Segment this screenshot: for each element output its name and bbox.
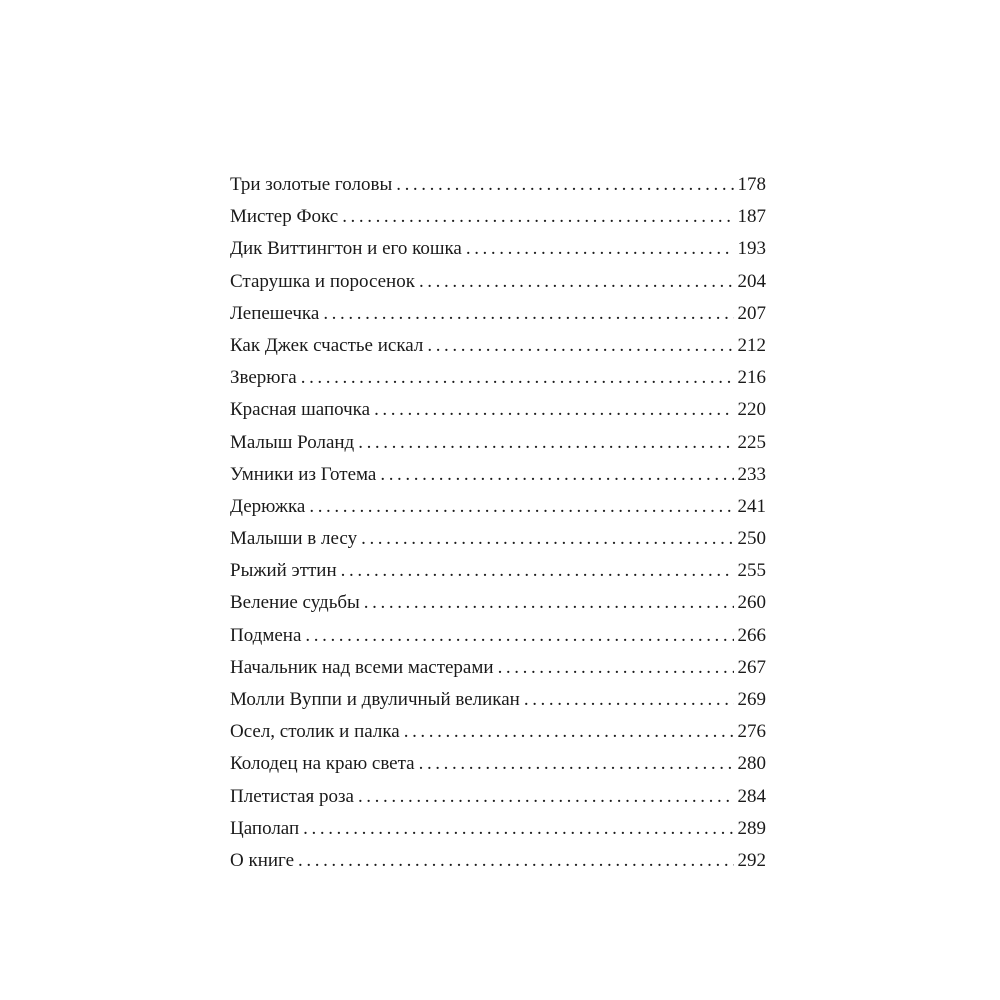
toc-entry[interactable] <box>230 169 766 201</box>
toc-entry-title: Плетистая роза <box>230 785 354 807</box>
toc-entry[interactable] <box>230 716 766 748</box>
dot-leader <box>498 652 734 684</box>
toc-entry-title: Цаполап <box>230 817 300 839</box>
table-of-contents <box>230 169 766 877</box>
toc-entry-page: 193 <box>737 238 766 260</box>
toc-entry[interactable] <box>230 813 766 845</box>
toc-entry-page: 187 <box>737 206 766 228</box>
toc-entry[interactable] <box>230 266 766 298</box>
toc-entry-page: 260 <box>737 592 766 614</box>
toc-entry-page: 266 <box>737 624 766 646</box>
toc-entry[interactable] <box>230 427 766 459</box>
toc-entry[interactable] <box>230 748 766 780</box>
dot-leader <box>301 362 734 394</box>
toc-entry-page: 212 <box>737 334 766 356</box>
toc-entry-page: 267 <box>737 656 766 678</box>
dot-leader <box>341 555 734 587</box>
toc-entry-page: 216 <box>737 367 766 389</box>
toc-entry-title: Подмена <box>230 624 302 646</box>
toc-entry-title: Малыш Роланд <box>230 431 355 453</box>
dot-leader <box>305 620 733 652</box>
toc-entry[interactable] <box>230 298 766 330</box>
dot-leader <box>427 330 733 362</box>
dot-leader <box>419 748 734 780</box>
toc-entry[interactable] <box>230 555 766 587</box>
toc-entry-title: Веление судьбы <box>230 592 360 614</box>
toc-entry[interactable] <box>230 201 766 233</box>
toc-entry-title: Старушка и поросенок <box>230 270 415 292</box>
dot-leader <box>309 491 733 523</box>
toc-entry-page: 225 <box>737 431 766 453</box>
dot-leader <box>364 587 734 619</box>
toc-entry-title: Умники из Готема <box>230 463 377 485</box>
toc-entry-page: 269 <box>737 689 766 710</box>
dot-leader <box>524 684 734 716</box>
toc-entry-title: Красная шапочка <box>230 399 371 421</box>
toc-entry-page: 233 <box>737 463 766 485</box>
toc-entry-page: 289 <box>737 817 766 839</box>
dot-leader <box>404 716 734 748</box>
toc-entry[interactable] <box>230 845 766 877</box>
toc-entry-page: 284 <box>737 785 766 807</box>
toc-entry-title: Осел, столик и палка <box>230 721 400 743</box>
dot-leader <box>419 266 734 298</box>
toc-entry-page: 178 <box>737 174 766 195</box>
dot-leader <box>358 781 734 813</box>
toc-entry[interactable] <box>230 684 766 716</box>
toc-entry-page: 250 <box>737 528 766 550</box>
toc-entry-title: Рыжий эттин <box>230 560 337 582</box>
toc-entry-page: 204 <box>737 270 766 292</box>
toc-entry-title: Дик Виттингтон и его кошка <box>230 238 462 260</box>
toc-entry-title: Три золотые головы <box>230 174 393 195</box>
toc-entry-page: 241 <box>737 495 766 517</box>
dot-leader <box>358 427 733 459</box>
toc-entry[interactable] <box>230 233 766 265</box>
toc-entry[interactable] <box>230 330 766 362</box>
toc-entry-title: Малыши в лесу <box>230 528 358 550</box>
toc-entry[interactable] <box>230 459 766 491</box>
dot-leader <box>374 394 733 426</box>
toc-entry-page: 276 <box>737 721 766 743</box>
dot-leader <box>303 813 733 845</box>
toc-entry-title: Мистер Фокс <box>230 206 339 228</box>
toc-entry-title: Зверюга <box>230 367 297 389</box>
dot-leader <box>323 298 733 330</box>
toc-entry-page: 220 <box>737 399 766 421</box>
toc-entry[interactable] <box>230 587 766 619</box>
toc-entry-title: Начальник над всеми мастерами <box>230 656 494 678</box>
toc-entry-page: 207 <box>737 302 766 324</box>
toc-entry-page: 255 <box>737 560 766 582</box>
toc-entry-title: Колодец на краю света <box>230 753 415 775</box>
dot-leader <box>380 459 733 491</box>
toc-entry-title: Лепешечка <box>230 302 320 324</box>
toc-entry-title: Как Джек счастье искал <box>230 334 424 356</box>
toc-entry[interactable] <box>230 362 766 394</box>
toc-entry-title: Молли Вуппи и двуличный великан <box>230 689 520 710</box>
dot-leader <box>361 523 733 555</box>
toc-entry-page: 292 <box>737 849 766 871</box>
dot-leader <box>342 201 733 233</box>
toc-entry[interactable] <box>230 491 766 523</box>
dot-leader <box>396 169 733 201</box>
toc-entry-title: Дерюжка <box>230 495 306 517</box>
toc-entry[interactable] <box>230 781 766 813</box>
toc-entry[interactable] <box>230 523 766 555</box>
toc-entry-page: 280 <box>737 753 766 775</box>
toc-entry[interactable] <box>230 394 766 426</box>
dot-leader <box>466 233 734 265</box>
dot-leader <box>298 845 733 877</box>
toc-entry[interactable] <box>230 652 766 684</box>
toc-entry[interactable] <box>230 620 766 652</box>
toc-entry-title: О книге <box>230 849 295 871</box>
